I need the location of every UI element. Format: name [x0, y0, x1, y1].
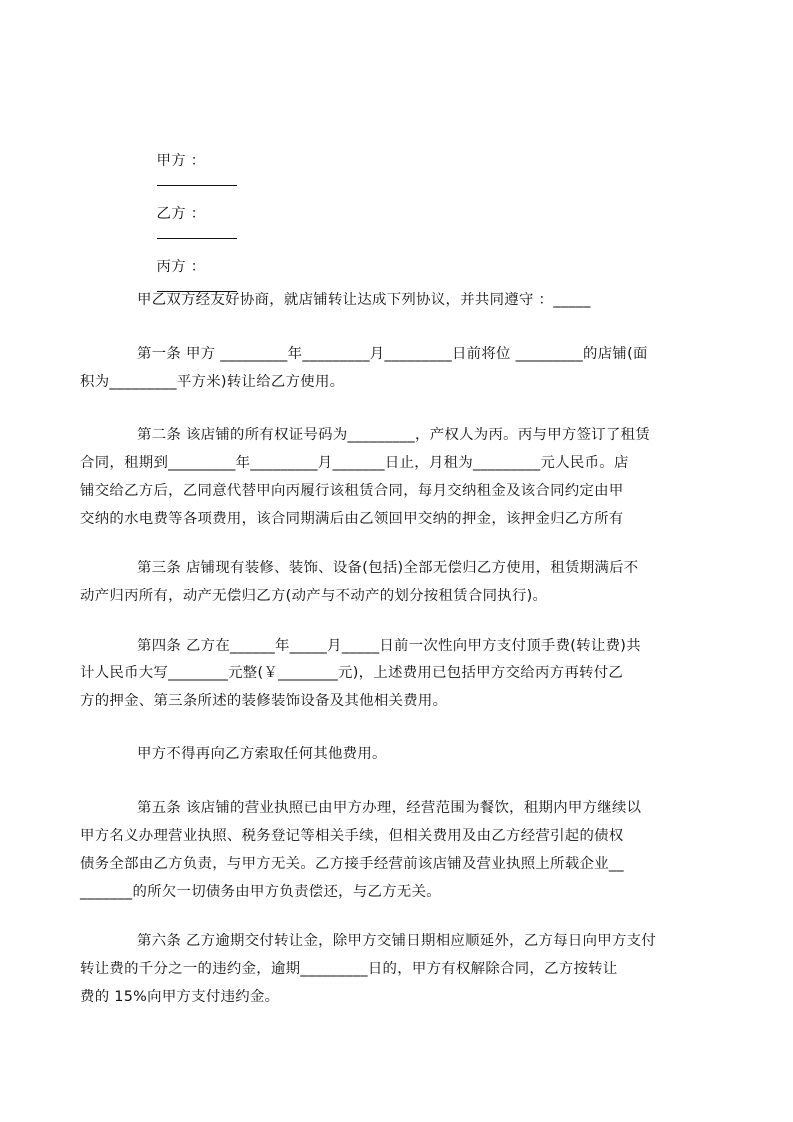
article4-line: 计人民币大写________元整(￥________元)，上述费用已包括甲方交给丙方再转付乙 [80, 665, 624, 681]
article6-line: 第六条 乙方逾期交付转让金，除甲方交铺日期相应顺延外，乙方每日向甲方支付 [137, 933, 657, 949]
party-b-label: 乙方 ： [156, 206, 206, 222]
article3-line: 第三条 店铺现有装修、装饰、设备(包括)全部无偿归乙方使用，租赁期满后不 [137, 560, 639, 576]
article3-line: 动产归丙所有，动产无偿归乙方(动产与不动产的划分按租赁合同执行)。 [80, 588, 548, 604]
article2-line: 第二条 该店铺的所有权证号码为_________，产权人为丙。丙与甲方签订了租赁 [137, 427, 651, 443]
article2-line: 铺交给乙方后，乙同意代替甲向丙履行该租赁合同，每月交纳租金及该合同约定由甲 [80, 483, 624, 499]
article5-line: _______的所欠一切债务由甲方负责偿还，与乙方无关。 [80, 884, 441, 900]
preamble: 甲乙双方经友好协商，就店铺转让达成下列协议，并共同遵守 ：_____ [137, 292, 591, 308]
article5-line: 甲方名义办理营业执照、税务登记等相关手续，但相关费用及由乙方经营引起的债权 [80, 828, 624, 844]
article4-line: 方的押金、第三条所述的装修装饰设备及其他相关费用。 [80, 693, 448, 709]
article6-line: 转让费的千分之一的违约金，逾期_________日的，甲方有权解除合同，乙方按转让 [80, 961, 618, 977]
article2-line: 交纳的水电费等各项费用，该合同期满后由乙领回甲交纳的押金，该押金归乙方所有 [80, 511, 624, 527]
note-line: 甲方不得再向乙方索取任何其他费用。 [137, 746, 387, 762]
article1-line: 积为_________平方米)转让给乙方使用。 [80, 374, 345, 390]
article5-line: 第五条 该店铺的营业执照已由甲方办理，经营范围为餐饮，租期内甲方继续以 [137, 800, 642, 816]
party-c-label: 丙方 ： [156, 259, 206, 275]
article6-line: 费的 15%向甲方支付违约金。 [80, 989, 280, 1005]
party-a-label: 甲方 ： [156, 153, 206, 169]
article4-line: 第四条 乙方在______年_____月_____日前一次性向甲方支付顶手费(转让费)共 [137, 638, 641, 654]
article1-line: 第一条 甲方 _________年_________月_________日前将位 _________的店铺(面 [137, 346, 648, 362]
article2-line: 合同，租期到_________年_________月_______日止，月租为_________元人民币。店 [80, 455, 629, 471]
article5-line: 债务全部由乙方负责，与甲方无关。乙方接手经营前该店铺及营业执照上所载企业__ [80, 856, 624, 872]
